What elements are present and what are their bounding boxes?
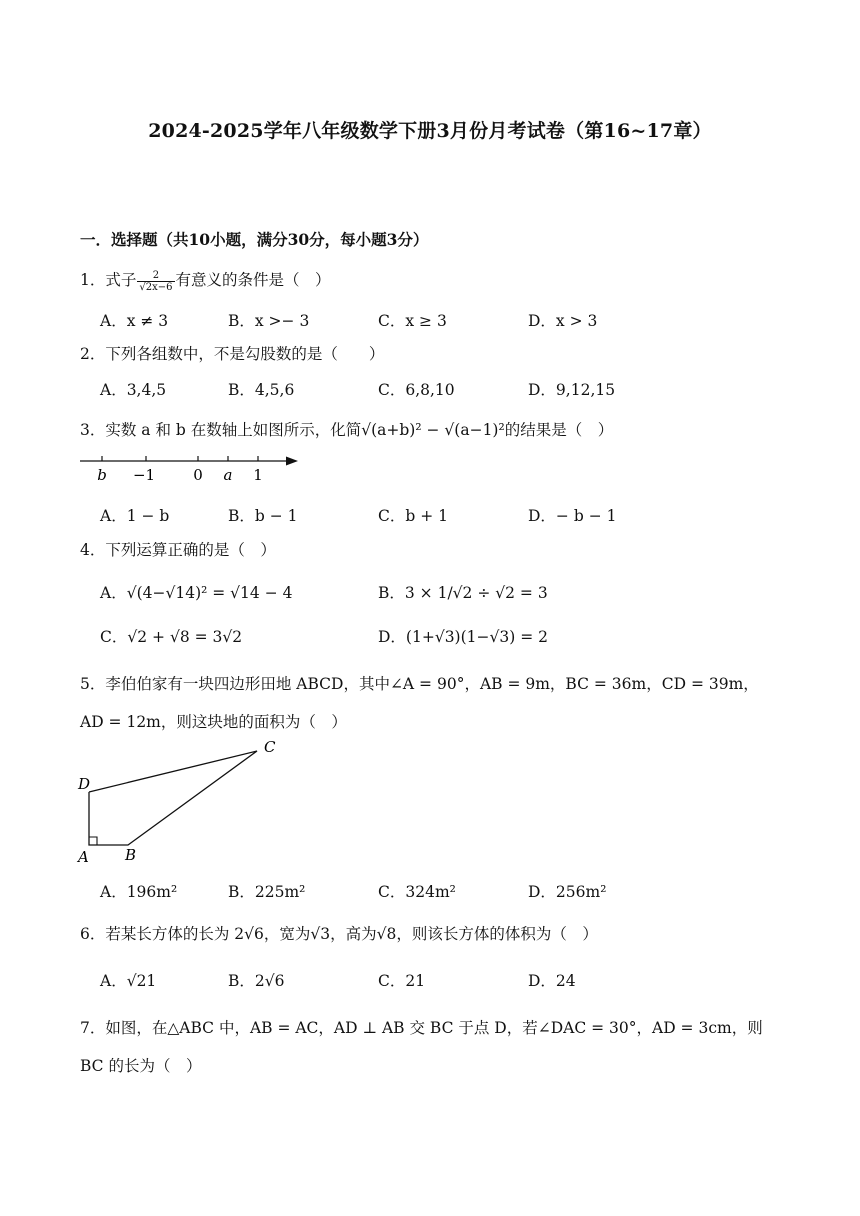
q1-fraction-denominator: √2x−6: [139, 281, 173, 293]
q2-option-a: A．3,4,5: [100, 381, 167, 399]
q1-fraction: [137, 270, 174, 293]
q6-option-b: B．2√6: [228, 972, 285, 990]
q1-suffix: 有意义的条件是（ ）: [175, 271, 331, 289]
q4-option-d: D．(1+√3)(1−√3) = 2: [378, 628, 548, 646]
axis-label-minus-1: −1: [132, 466, 156, 484]
q4-option-a: A．√(4−√14)² = √14 − 4: [100, 584, 293, 602]
question-4: 4．下列运算正确的是（ ）: [80, 541, 276, 559]
q2-option-c: C．6,8,10: [378, 381, 455, 399]
number-line-arrow: [286, 457, 298, 466]
q3-expression: √(a+b)² − √(a−1)²: [361, 421, 505, 439]
question-7-line-1: 7．如图，在△ABC 中，AB = AC，AD ⊥ AB 交 BC 于点 D，若∠DAC = 30°，AD = 3cm，则: [80, 1019, 763, 1037]
axis-label-a: a: [223, 466, 233, 484]
vertex-label-c: C: [264, 738, 276, 756]
q2-option-d: D．9,12,15: [528, 381, 616, 399]
q1-option-a: A．x ≠ 3: [100, 312, 169, 330]
question-7-line-2: BC 的长为（ ）: [80, 1057, 202, 1075]
q1-prefix: 1．式子: [80, 271, 137, 289]
section-heading: 一．选择题（共10小题，满分30分，每小题3分）: [80, 230, 429, 249]
axis-label-b: b: [97, 466, 107, 484]
axis-label-0: 0: [193, 466, 203, 484]
question-6: 6．若某长方体的长为 2√6，宽为√3，高为√8，则该长方体的体积为（ ）: [80, 925, 598, 943]
q4-option-c: C．√2 + √8 = 3√2: [100, 628, 243, 646]
q1-option-b: B．x >− 3: [228, 312, 310, 330]
question-3: [80, 418, 613, 440]
q4-option-b: B．3 × 1/√2 ÷ √2 = 3: [378, 584, 548, 602]
question-1: [80, 268, 331, 293]
q3-option-c: C．b + 1: [378, 507, 448, 525]
q6-option-d: D．24: [528, 972, 576, 990]
right-angle-mark: [89, 837, 97, 845]
vertex-label-b: B: [125, 846, 137, 864]
q6-option-a: A．√21: [100, 972, 157, 990]
q3-prefix: 3．实数 a 和 b 在数轴上如图所示，化简: [80, 421, 362, 439]
q3-option-a: A．1 − b: [100, 507, 170, 525]
q2-option-b: B．4,5,6: [228, 381, 295, 399]
q3-option-d: D．− b − 1: [528, 507, 617, 525]
q1-option-c: C．x ≥ 3: [378, 312, 447, 330]
q1-option-d: D．x > 3: [528, 312, 598, 330]
q5-option-a: A．196m²: [100, 883, 178, 901]
q6-option-c: C．21: [378, 972, 426, 990]
q5-option-c: C．324m²: [378, 883, 456, 901]
q1-fraction-numerator: 2: [137, 270, 174, 282]
q3-option-b: B．b − 1: [228, 507, 298, 525]
q3-suffix: 的结果是（ ）: [504, 421, 614, 439]
number-line-figure: [78, 448, 308, 488]
question-2: 2．下列各组数中，不是勾股数的是（ ）: [80, 345, 385, 363]
page-title: 2024-2025学年八年级数学下册3月份月考试卷（第16~17章）: [148, 120, 712, 142]
vertex-label-a: A: [78, 848, 89, 866]
quadrilateral-figure: [74, 736, 284, 866]
quadrilateral-abcd: [89, 751, 257, 845]
question-5-line-2: AD = 12m，则这块地的面积为（ ）: [80, 713, 347, 731]
q5-option-d: D．256m²: [528, 883, 607, 901]
vertex-label-d: D: [78, 775, 91, 793]
axis-label-1: 1: [253, 466, 263, 484]
q5-option-b: B．225m²: [228, 883, 306, 901]
question-5-line-1: 5．李伯伯家有一块四边形田地 ABCD，其中∠A = 90°，AB = 9m，BC = 36m，CD = 39m，: [80, 675, 759, 693]
